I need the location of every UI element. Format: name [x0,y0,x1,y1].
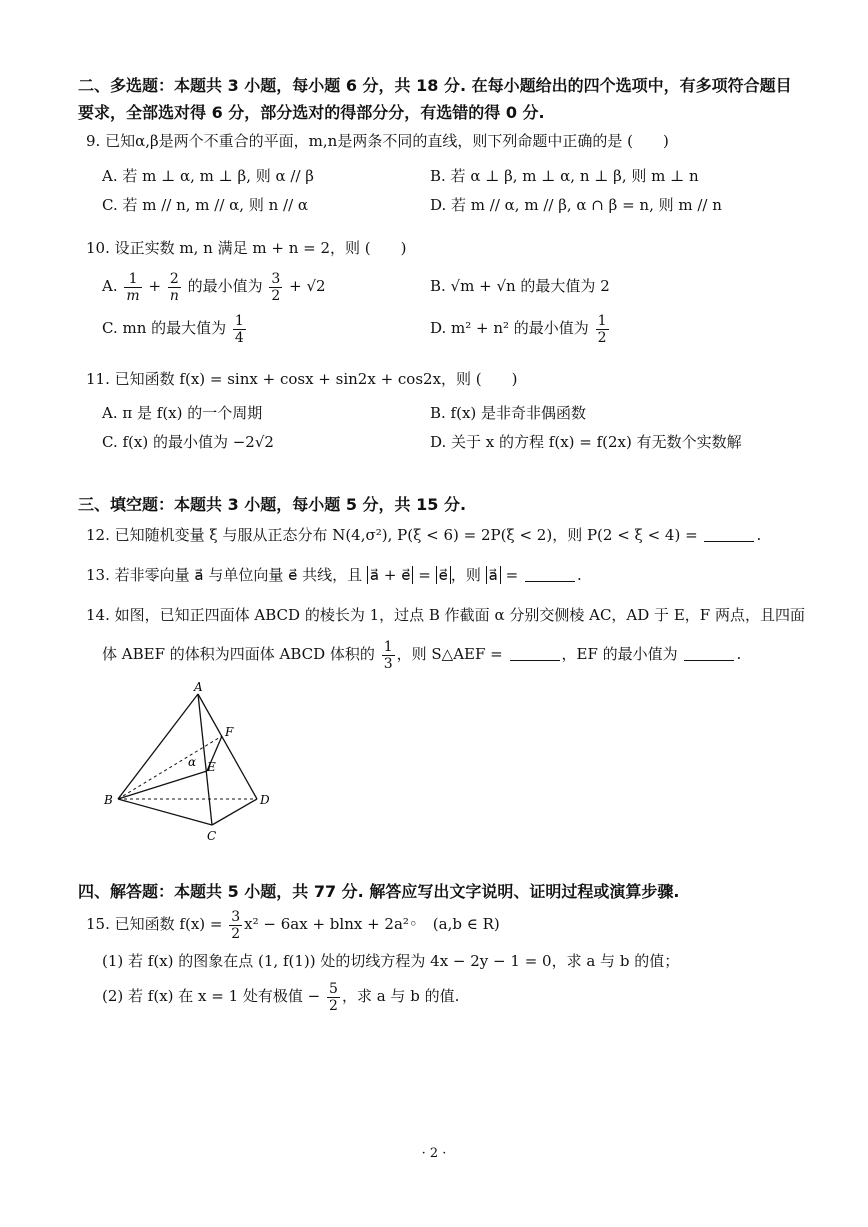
q10-option-b: B. √m + √n 的最大值为 2 [430,277,610,295]
q11-stem [86,369,518,389]
q10-a-tail: + √2 [289,277,326,295]
q10-a-mid: 的最小值为 [187,277,263,295]
q9-option-a: A. 若 m ⊥ α, m ⊥ β, 则 α // β [102,167,314,185]
section2-heading-line2: 要求，全部选对得 6 分，部分选对的得部分分，有选错的得 0 分. [78,103,545,122]
q14-line2 [102,636,741,672]
q11-option-c: C. f(x) 的最小值为 −2√2 [102,433,274,451]
q10-d-frac: $\frac{1}{2}$ [597,312,607,346]
edge-ad [198,694,257,799]
q13-mid: ，则 [450,566,481,584]
q12-end: . [756,526,762,544]
tetrahedron-figure [100,680,280,845]
q10-text: 设正实数 m, n 满足 m + n = 2，则 ( ) [114,239,407,257]
section3-heading: 三、填空题：本题共 3 小题，每小题 5 分，共 15 分. [78,495,467,514]
q12-number: 12. [86,526,110,544]
q10-option-d [430,310,611,346]
q10-a-frac1: $\frac{1}{m}$ [126,270,140,304]
page-number: · 2 · [421,1146,447,1161]
q11-option-b: B. f(x) 是非奇非偶函数 [430,404,587,422]
q10-c-frac: $\frac{1}{4}$ [234,312,244,346]
q15-frac: $\frac{3}{2}$ [231,908,241,942]
q14-text1: 如图，已知正四面体 ABCD 的棱长为 1，过点 B 作截面 α 分别交侧棱 AC，AD 于 E，F 两点，且四面 [114,606,805,624]
q10-a-frac2: $\frac{2}{n}$ [169,270,179,304]
q11-number: 11. [86,370,110,388]
q13-eq1: = [418,566,431,584]
label-a: A [194,680,203,694]
q11-option-d: D. 关于 x 的方程 f(x) = f(2x) 有无数个实数解 [430,433,742,451]
q15-stem [86,906,500,942]
q10-option-a [102,268,326,304]
q10-a-frac3: $\frac{3}{2}$ [271,270,281,304]
q14-number: 14. [86,606,110,624]
q13-answer-blank[interactable] [525,567,575,582]
q13-end: . [576,566,582,584]
q11-option-a: A. π 是 f(x) 的一个周期 [102,404,263,422]
q15-part2-frac: $\frac{5}{2}$ [329,980,338,1014]
label-d: D [260,793,270,807]
q9-number: 9. [86,132,101,150]
q10-a-plus: + [148,277,162,295]
q14-frac: $\frac{1}{3}$ [383,638,393,672]
q14-ef-blank[interactable] [684,646,734,661]
edge-ab [118,694,198,799]
q13-text: 若非零向量 a⃗ 与单位向量 e⃗ 共线，且 [114,566,363,584]
q15-number: 15. [86,915,110,933]
q12-text: 已知随机变量 ξ 与服从正态分布 N(4,σ²), P(ξ < 6) = 2P(ξ < 2)，则 P(2 < ξ < 4) = [114,526,698,544]
q14-ef-label: ，EF 的最小值为 [561,645,678,663]
label-alpha: α [188,755,197,769]
q14-line1 [86,605,805,625]
q12-answer-blank[interactable] [704,527,754,542]
q14-end: . [736,645,742,663]
q12-stem [86,525,761,545]
label-e: E [207,760,216,774]
edge-cd [212,799,257,825]
q15-part2-tail: ，求 a 与 b 的值. [341,987,460,1005]
q15-part2 [102,978,459,1014]
edge-bc [118,799,212,825]
q9-option-b: B. 若 α ⊥ β, m ⊥ α, n ⊥ β, 则 m ⊥ n [430,167,699,185]
label-f: F [225,725,234,739]
q9-text: 已知α,β是两个不重合的平面，m,n是两条不同的直线，则下列命题中正确的是 ( ) [105,132,669,150]
q14-area-label: ，则 S△AEF = [396,645,503,663]
q14-text2: 体 ABEF 的体积为四面体 ABCD 体积的 [102,645,375,663]
q10-a-label: A. [102,277,118,295]
q10-d-label: D. m² + n² 的最小值为 [430,319,589,337]
q9-option-c: C. 若 m // n, m // α, 则 n // α [102,196,309,214]
q14-area-blank[interactable] [510,646,560,661]
q13-number: 13. [86,566,110,584]
q11-text: 已知函数 f(x) = sinx + cosx + sin2x + cos2x，则 ( ) [114,370,518,388]
q15-part1: (1) 若 f(x) 的图象在点 (1, f(1)) 处的切线方程为 4x − 2y − 1 = 0，求 a 与 b 的值； [102,952,680,970]
q13-abs-a: a⃗ [486,566,501,584]
q15-function: x² − 6ax + blnx + 2a²◦ (a,b ∈ R) [244,915,500,933]
segment-be [118,771,207,799]
q9-option-d: D. 若 m // α, m // β, α ∩ β = n, 则 m // n [430,196,722,214]
q13-stem [86,565,582,585]
section4-heading: 四、解答题：本题共 5 小题，共 77 分. 解答应写出文字说明、证明过程或演算步骤. [78,882,680,901]
label-c: C [207,829,217,843]
q9-stem [86,131,669,151]
q10-stem [86,238,406,258]
section2-heading-line1: 二、多选题：本题共 3 小题，每小题 6 分，共 18 分. 在每小题给出的四个选项中，有多项符合题目 [78,76,792,95]
q15-part2-text: (2) 若 f(x) 在 x = 1 处有极值 − [102,987,321,1005]
q13-abs-sum: a⃗ + e⃗ [367,566,414,584]
q10-c-label: C. mn 的最大值为 [102,319,227,337]
label-b: B [104,793,113,807]
q15-text: 已知函数 f(x) = [114,915,223,933]
q13-abs-e: e⃗ [436,566,451,584]
q13-eq2: = [505,566,519,584]
q10-number: 10. [86,239,110,257]
q10-option-c [102,310,248,346]
